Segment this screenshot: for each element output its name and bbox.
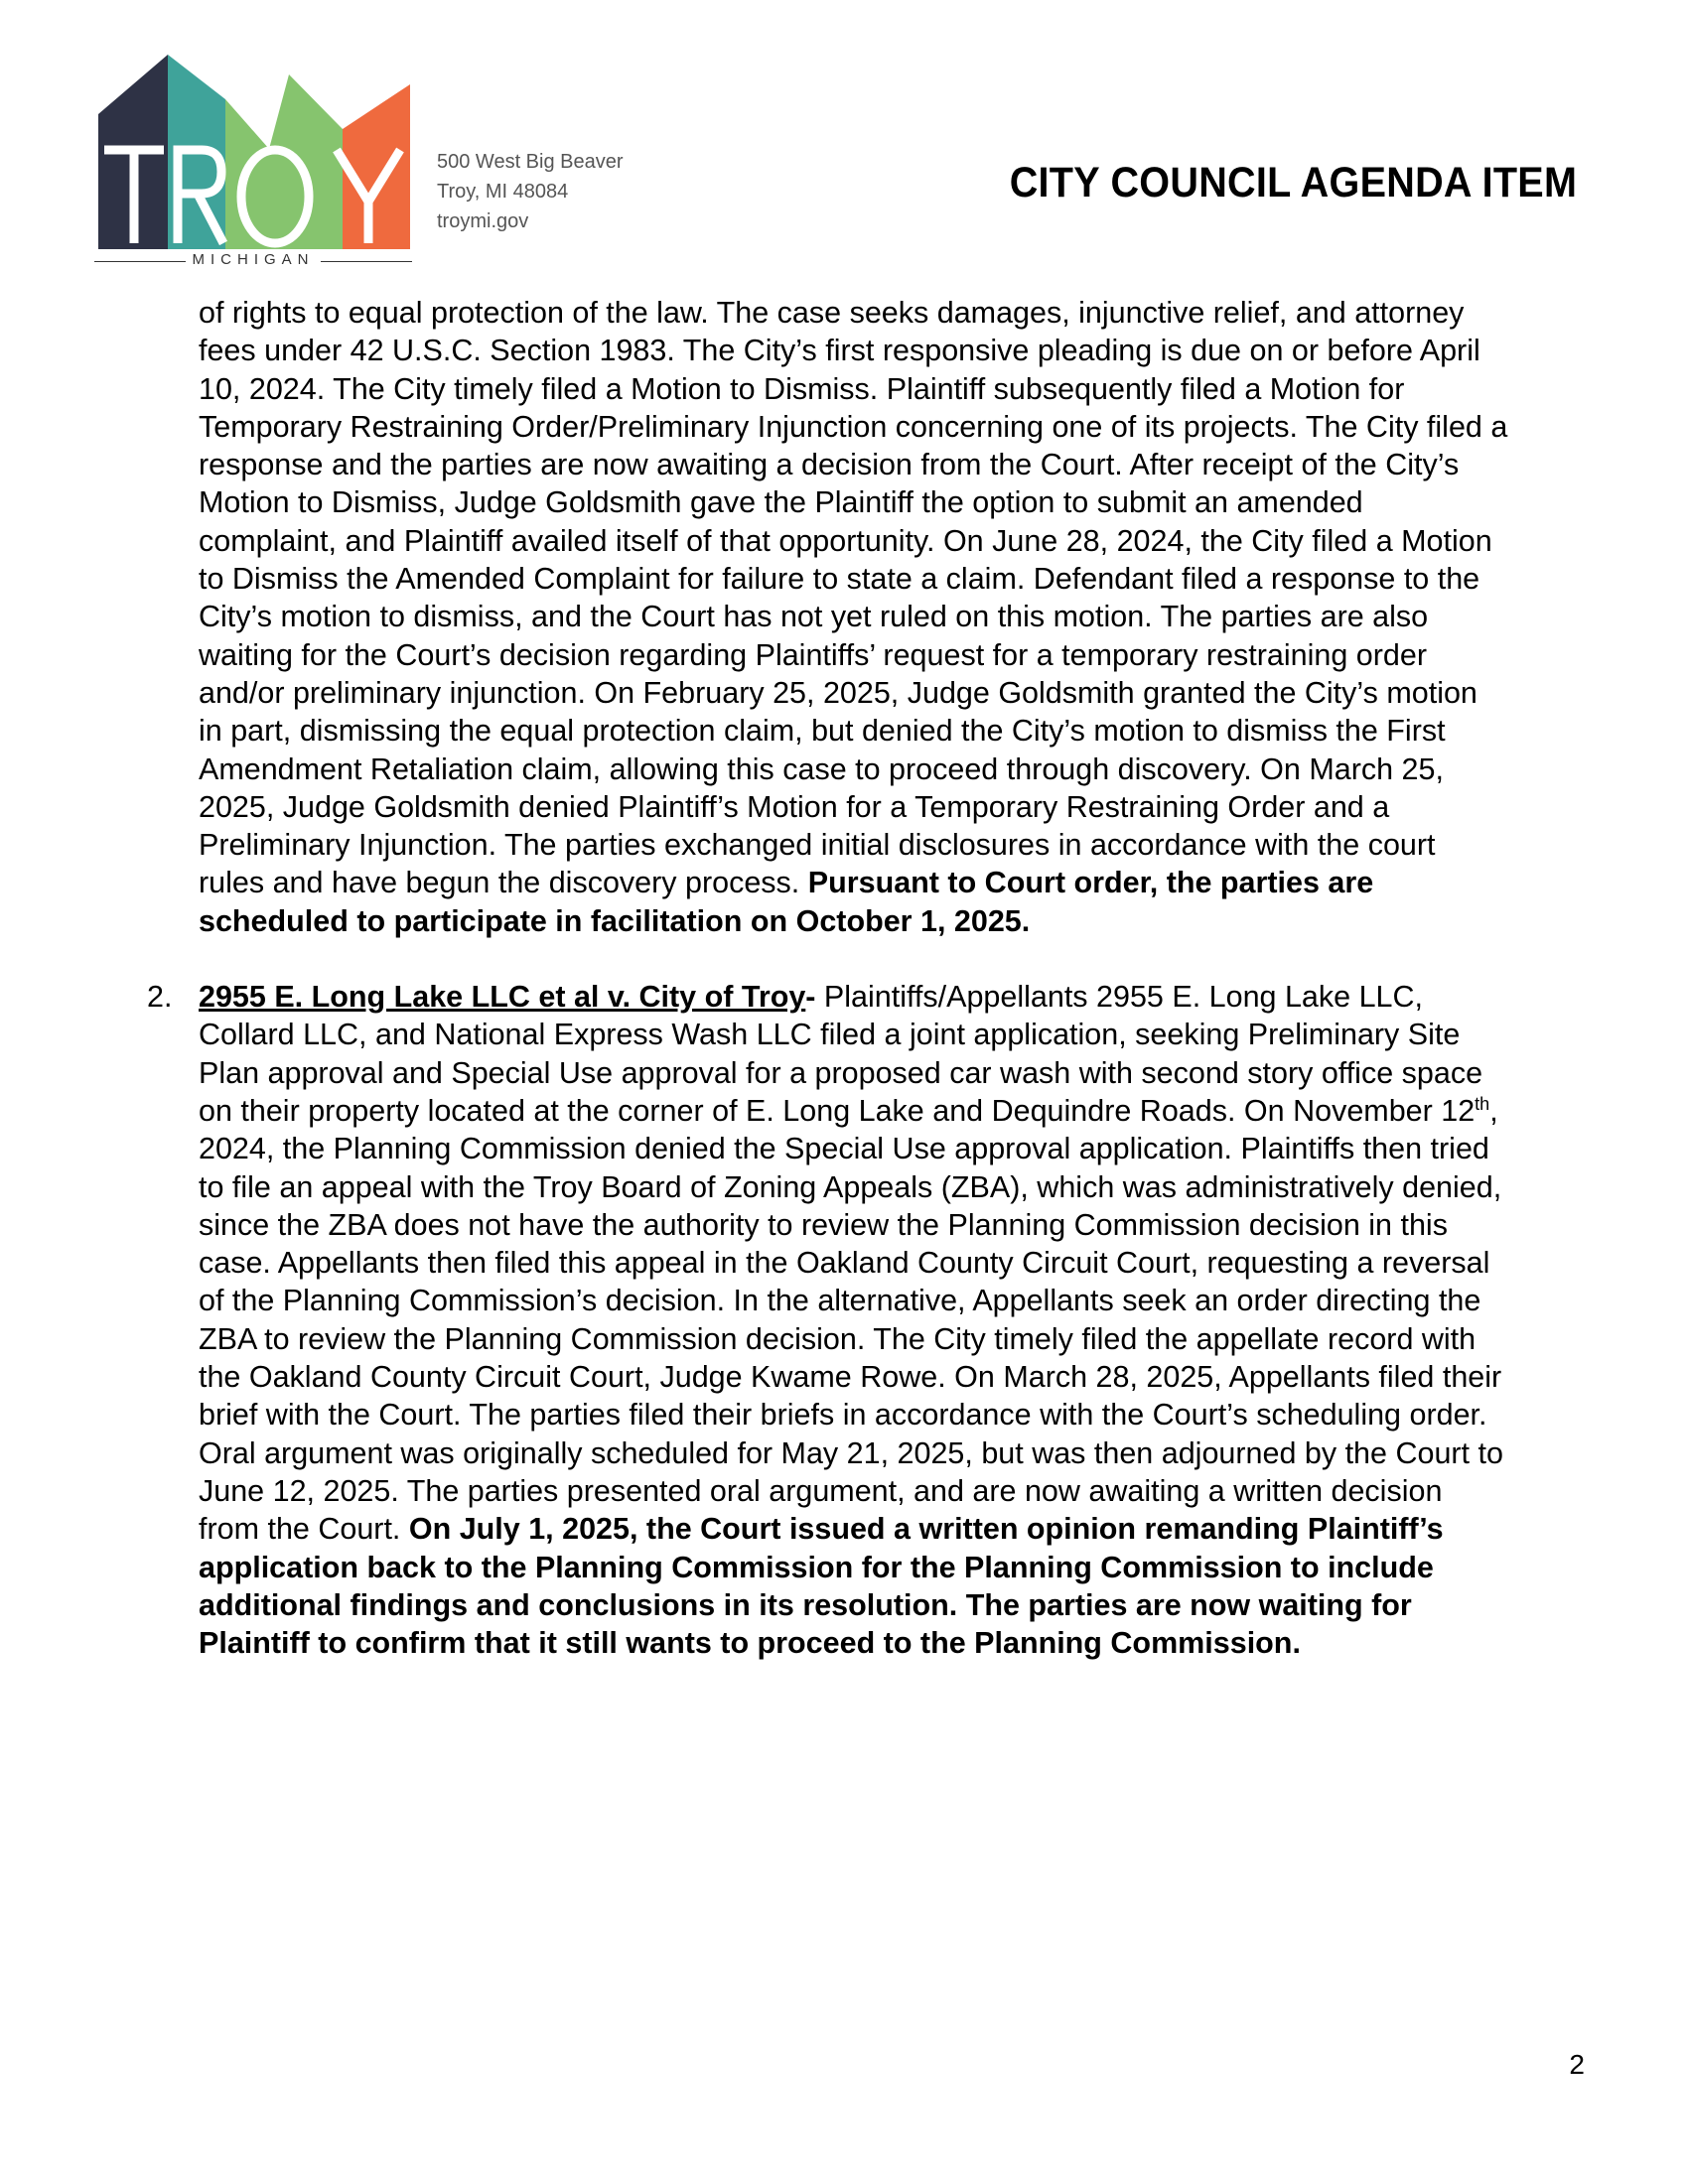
ordinal-superscript: th bbox=[1475, 1093, 1490, 1114]
address-city: Troy, MI 48084 bbox=[437, 181, 569, 203]
troy-logo-mark bbox=[94, 55, 412, 249]
case-paragraph bbox=[199, 978, 1509, 1662]
logo-subtitle-text: MICHIGAN bbox=[192, 251, 315, 268]
continuation-text: of rights to equal protection of the law. The case seeks damages, injunctive relief, and attorney fees under 42 U.S.C. Section 1983. The City’s first responsive pleading is due on or before April 10, 2024. The City timely filed a Motion to Dismiss. Plaintiff subsequently filed a Motion for Temporary Restraining Order/Preliminary Injunction concerning one of its projects. The City filed a response and the parties are now awaiting a decision from the Court. After receipt of the City’s Motion to Dismiss, Judge Goldsmith gave the Plaintiff the option to submit an amended complaint, and Plaintiff availed itself of that opportunity. On June 28, 2024, the City filed a Motion to Dismiss the Amended Complaint for failure to state a claim. Defendant filed a response to the City’s motion to dismiss, and the Court has not yet ruled on this motion. The parties are also waiting for the Court’s decision regarding Plaintiffs’ request for a temporary restraining order and/or preliminary injunction. On February 25, 2025, Judge Goldsmith granted the City’s motion in part, dismissing the equal protection claim, but denied the City’s motion to dismiss the First Amendment Retaliation claim, allowing this case to proceed through discovery. On March 25, 2025, Judge Goldsmith denied Plaintiff’s Motion for a Temporary Restraining Order and a Preliminary Injunction. The parties exchanged initial disclosures in accordance with the court rules and have begun the discovery process. bbox=[199, 296, 1508, 900]
logo-house-orange bbox=[343, 84, 410, 249]
paragraph-gap bbox=[199, 940, 1509, 978]
logo-subtitle bbox=[94, 249, 412, 273]
city-address bbox=[437, 147, 624, 236]
continuation-bold-text: Pursuant to Court order, the parties are scheduled to participate in facilitation on October 1, 2025. bbox=[199, 866, 1374, 938]
case-text-part-a: Plaintiffs/Appellants 2955 E. Long Lake LLC, Collard LLC, and National Express Wash LLC filed a joint application, seeking Preliminary Site Plan approval and Special Use approval for a proposed car wash with second story office space on their property located at the corner of E. Long Lake and Dequindre Roads. On November 12 bbox=[199, 980, 1483, 1128]
document-body bbox=[147, 294, 1509, 1662]
case-title: 2955 E. Long Lake LLC et al v. City of Troy bbox=[199, 980, 806, 1015]
case-title-dash: - bbox=[805, 980, 816, 1015]
troy-logo bbox=[94, 55, 412, 273]
page-number: 2 bbox=[1569, 2049, 1585, 2080]
continuation-paragraph bbox=[199, 294, 1509, 940]
address-website: troymi.gov bbox=[437, 210, 529, 232]
case-bold-text: On July 1, 2025, the Court issued a written opinion remanding Plaintiff’s application back to the Planning Commission for the Planning Commission to include additional findings and conclusions in its resolution. The parties are now waiting for Plaintiff to confirm that it still wants to proceed to the Planning Commission. bbox=[199, 1512, 1444, 1661]
list-item-2 bbox=[147, 978, 1509, 1662]
page-title: CITY COUNCIL AGENDA ITEM bbox=[1009, 159, 1577, 206]
list-item-number: 2. bbox=[147, 980, 173, 1015]
address-street: 500 West Big Beaver bbox=[437, 151, 624, 173]
case-text-part-b: , 2024, the Planning Commission denied the Special Use approval application. Plaintiffs then tried to file an appeal with the Troy Board of Zoning Appeals (ZBA), which was administratively denied, since the ZBA does not have the authority to review the Planning Commission decision in this case. Appellants then filed this appeal in the Oakland County Circuit Court, requesting a reversal of the Planning Commission’s decision. In the alternative, Appellants seek an order directing the ZBA to review the Planning Commission decision. The City timely filed the appellate record with the Oakland County Circuit Court, Judge Kwame Rowe. On March 28, 2025, Appellants filed their brief with the Court. The parties filed their briefs in accordance with the Court’s scheduling order. Oral argument was originally scheduled for May 21, 2025, but was then adjourned by the Court to June 12, 2025. The parties presented oral argument, and are now awaiting a written decision from the Court. bbox=[199, 1093, 1503, 1547]
